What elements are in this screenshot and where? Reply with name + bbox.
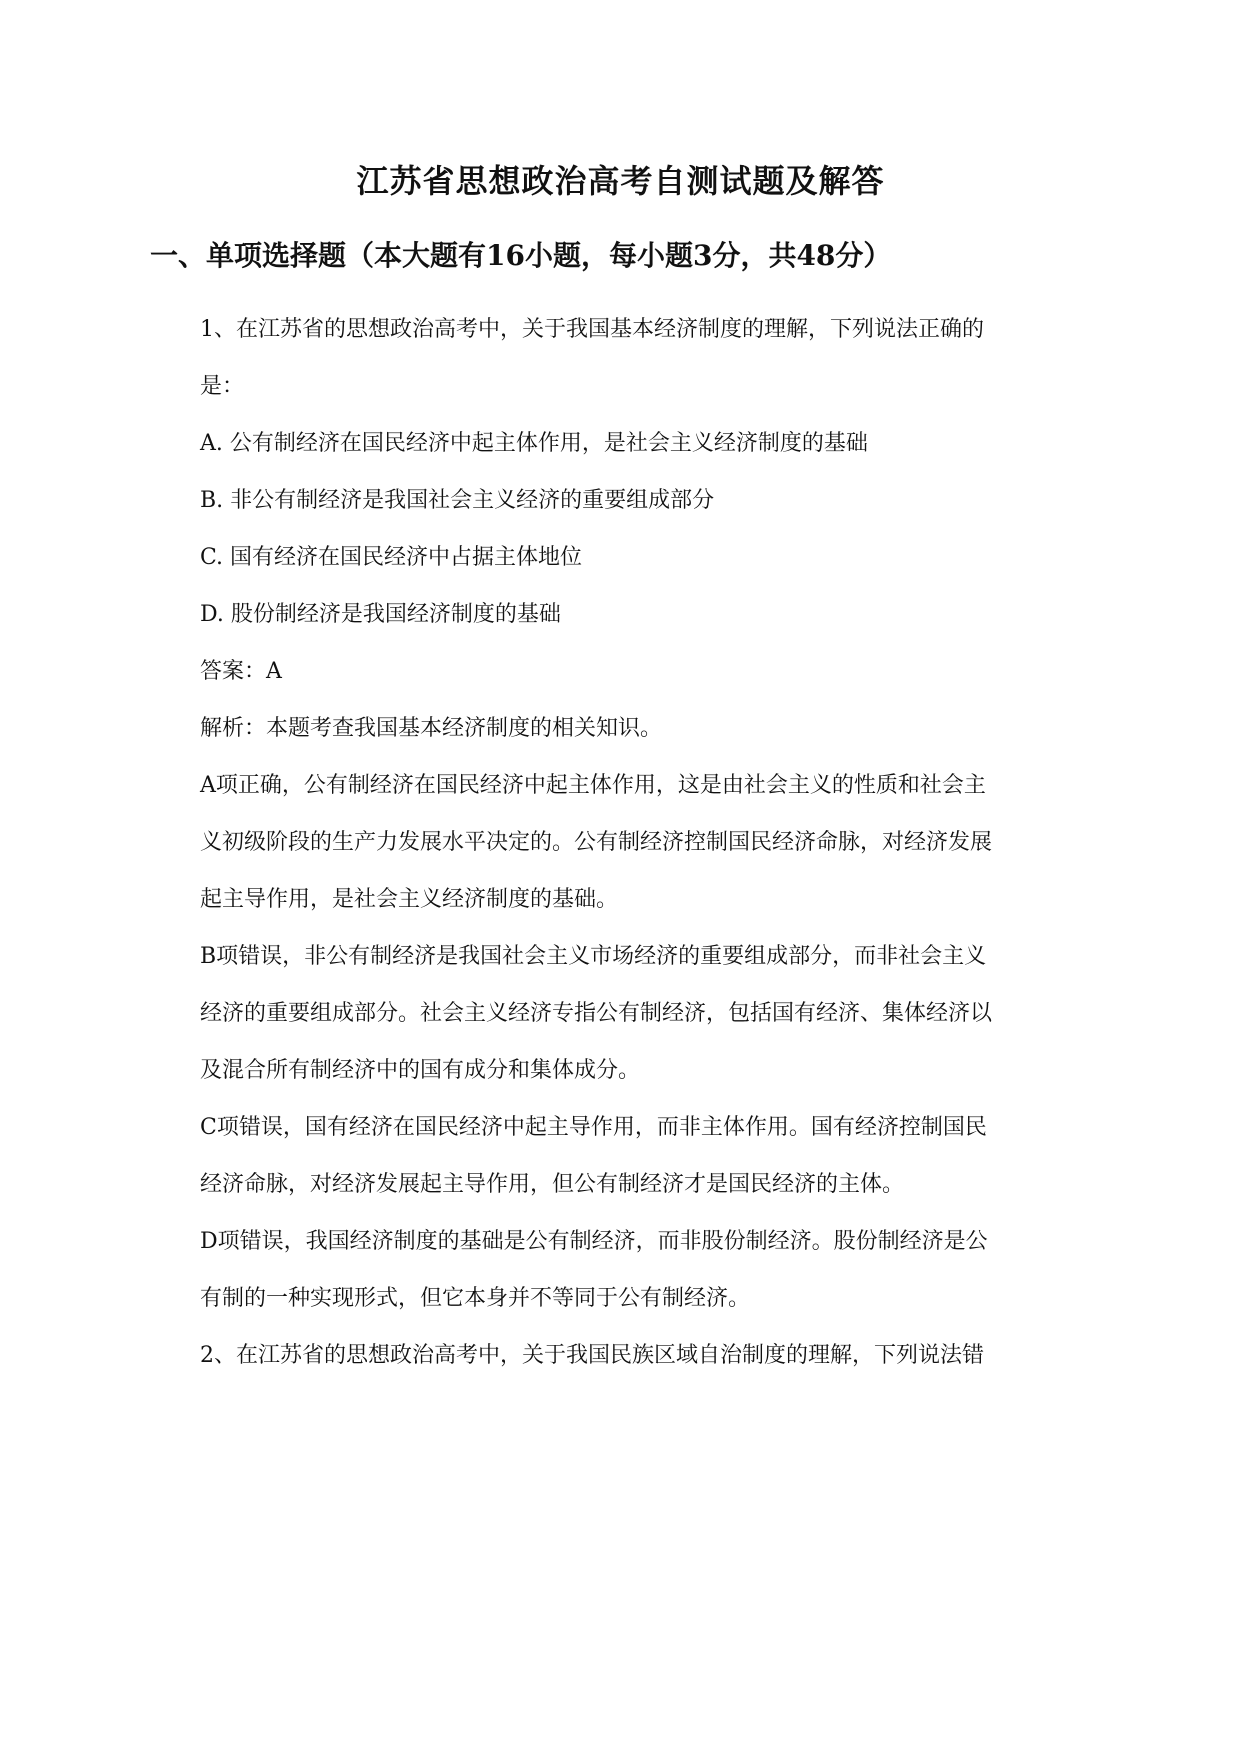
document-title: 江苏省思想政治高考自测试题及解答 xyxy=(356,162,885,200)
analysis-c-line-2: 经济命脉，对经济发展起主导作用，但公有制经济才是国民经济的主体。 xyxy=(200,1172,905,1197)
analysis-a-line-1: A项正确，公有制经济在国民经济中起主体作用，这是由社会主义的性质和社会主 xyxy=(200,773,986,798)
analysis-b-line-3: 及混合所有制经济中的国有成分和集体成分。 xyxy=(200,1058,641,1083)
option-a: A. 公有制经济在国民经济中起主体作用，是社会主义经济制度的基础 xyxy=(200,431,868,456)
section-heading: 一、单项选择题（本大题有16小题，每小题3分，共48分） xyxy=(150,239,892,272)
analysis-d-line-2: 有制的一种实现形式，但它本身并不等同于公有制经济。 xyxy=(200,1286,751,1311)
option-d: D. 股份制经济是我国经济制度的基础 xyxy=(200,602,561,627)
option-b: B. 非公有制经济是我国社会主义经济的重要组成部分 xyxy=(200,488,715,513)
answer-line: 答案：A xyxy=(200,659,282,684)
analysis-intro: 解析：本题考查我国基本经济制度的相关知识。 xyxy=(200,716,663,741)
analysis-c-line-1: C项错误，国有经济在国民经济中起主导作用，而非主体作用。国有经济控制国民 xyxy=(200,1115,987,1140)
analysis-a-line-3: 起主导作用，是社会主义经济制度的基础。 xyxy=(200,887,619,912)
question-1-stem-cont: 是： xyxy=(200,374,245,399)
analysis-d-line-1: D项错误，我国经济制度的基础是公有制经济，而非股份制经济。股份制经济是公 xyxy=(200,1229,988,1254)
question-1-stem: 1、在江苏省的思想政治高考中，关于我国基本经济制度的理解，下列说法正确的 xyxy=(200,317,984,342)
option-c: C. 国有经济在国民经济中占据主体地位 xyxy=(200,545,583,570)
analysis-b-line-2: 经济的重要组成部分。社会主义经济专指公有制经济，包括国有经济、集体经济以 xyxy=(200,1001,993,1026)
analysis-b-line-1: B项错误，非公有制经济是我国社会主义市场经济的重要组成部分，而非社会主义 xyxy=(200,944,987,969)
analysis-a-line-2: 义初级阶段的生产力发展水平决定的。公有制经济控制国民经济命脉，对经济发展 xyxy=(200,830,993,855)
question-2-stem: 2、在江苏省的思想政治高考中，关于我国民族区域自治制度的理解，下列说法错 xyxy=(200,1343,984,1368)
